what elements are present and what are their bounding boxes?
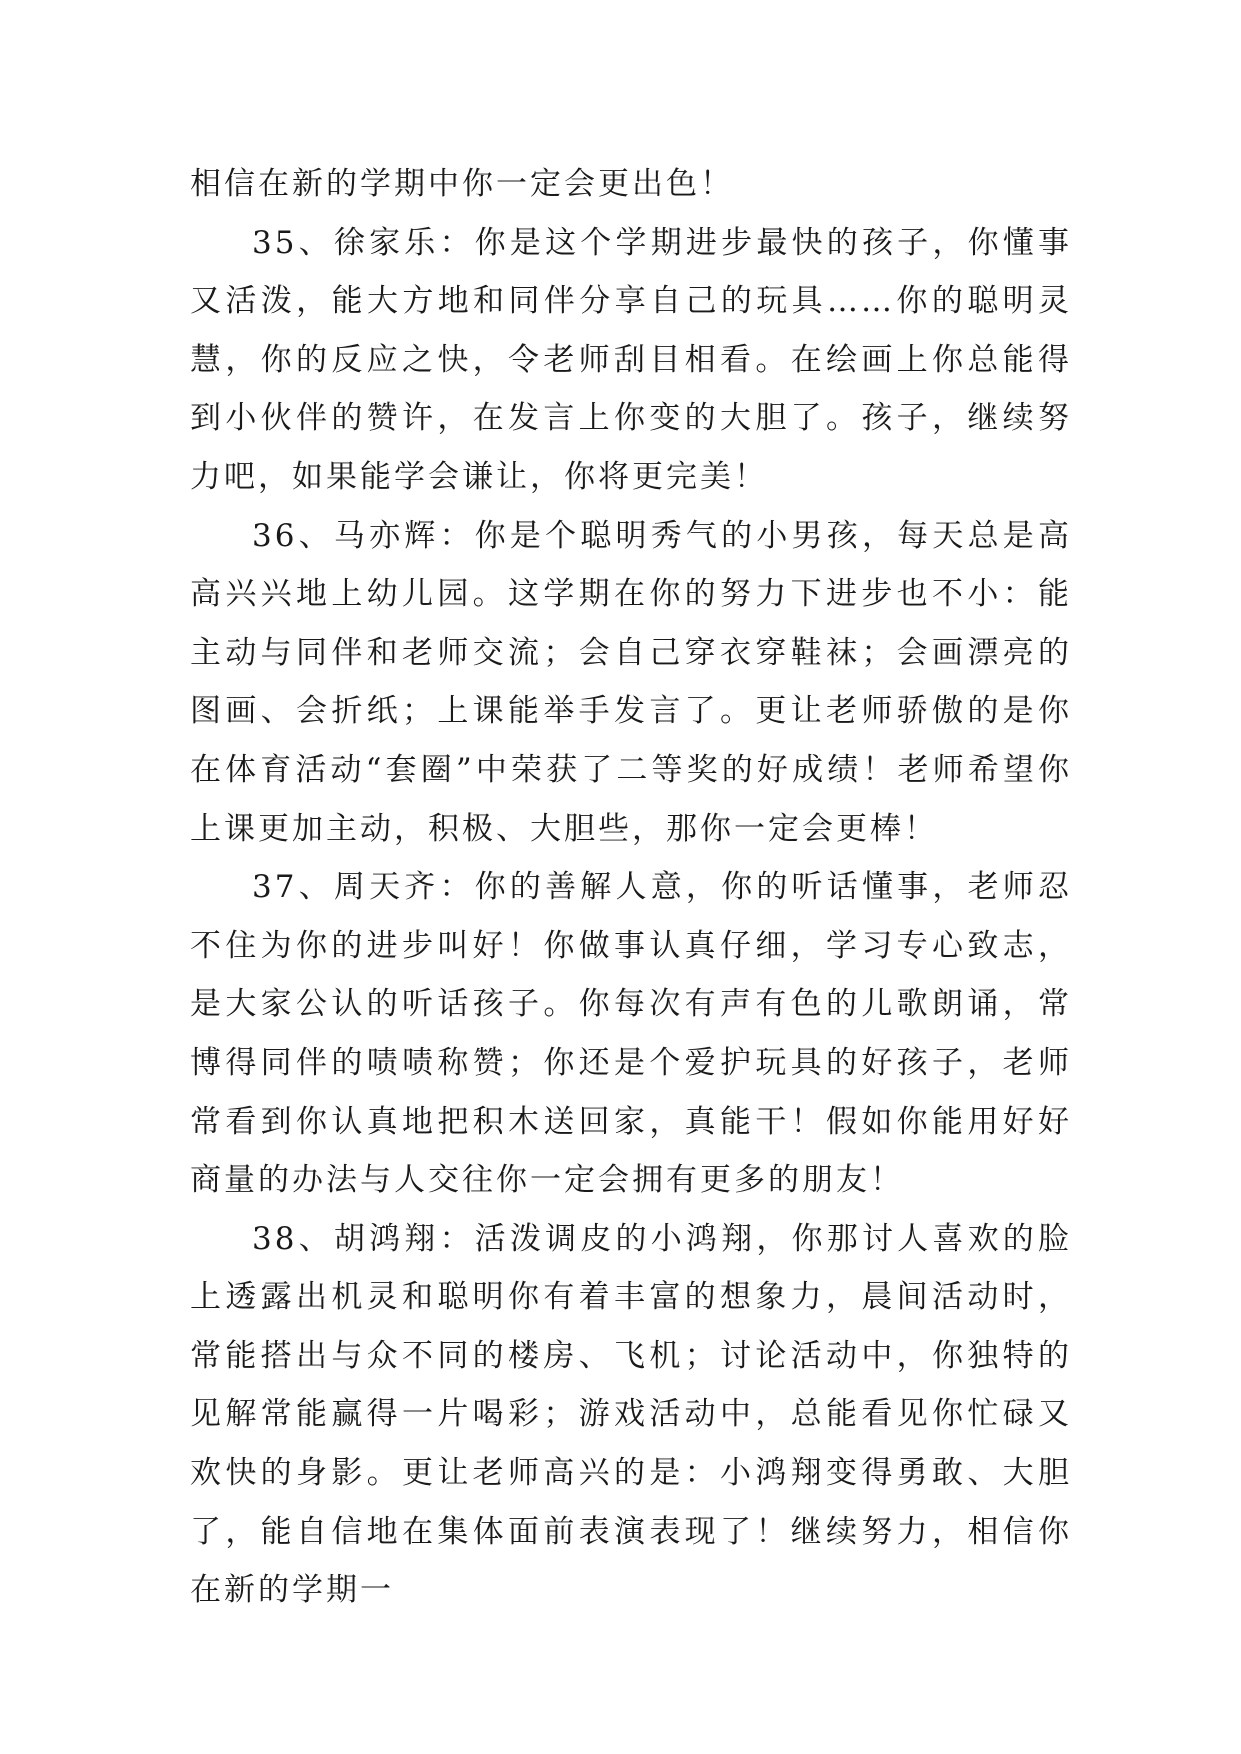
paragraph-comment-35: 35、徐家乐：你是这个学期进步最快的孩子，你懂事又活泼，能大方地和同伴分享自己的玩具……你的聪明灵慧，你的反应之快，令老师刮目相看。在绘画上你总能得到小伙伴的赞许，在发言上你变的大胆了。孩子，继续努力吧，如果能学会谦让，你将更完美！ [190,224,1072,495]
document-body [190,155,1072,1620]
paragraph-comment-36: 36、马亦辉：你是个聪明秀气的小男孩，每天总是高高兴兴地上幼儿园。这学期在你的努力下进步也不小：能主动与同伴和老师交流；会自己穿衣穿鞋袜；会画漂亮的图画、会折纸；上课能举手发言了。更让老师骄傲的是你在体育活动“套圈”中荣获了二等奖的好成绩！老师希望你上课更加主动，积极、大胆些，那你一定会更棒！ [190,517,1072,847]
paragraph-continuation: 相信在新的学期中你一定会更出色！ [190,166,734,202]
paragraph-comment-38: 38、胡鸿翔：活泼调皮的小鸿翔，你那讨人喜欢的脸上透露出机灵和聪明你有着丰富的想象力，晨间活动时，常能搭出与众不同的楼房、飞机；讨论活动中，你独特的见解常能赢得一片喝彩；游戏活动中，总能看见你忙碌又欢快的身影。更让老师高兴的是：小鸿翔变得勇敢、大胆了，能自信地在集体面前表演表现了！继续努力，相信你在新的学期一 [190,1220,1072,1609]
paragraph-comment-37: 37、周天齐：你的善解人意，你的听话懂事，老师忍不住为你的进步叫好！你做事认真仔细，学习专心致志，是大家公认的听话孩子。你每次有声有色的儿歌朗诵，常博得同伴的啧啧称赞；你还是个爱护玩具的好孩子，老师常看到你认真地把积木送回家，真能干！假如你能用好好商量的办法与人交往你一定会拥有更多的朋友！ [190,869,1072,1199]
